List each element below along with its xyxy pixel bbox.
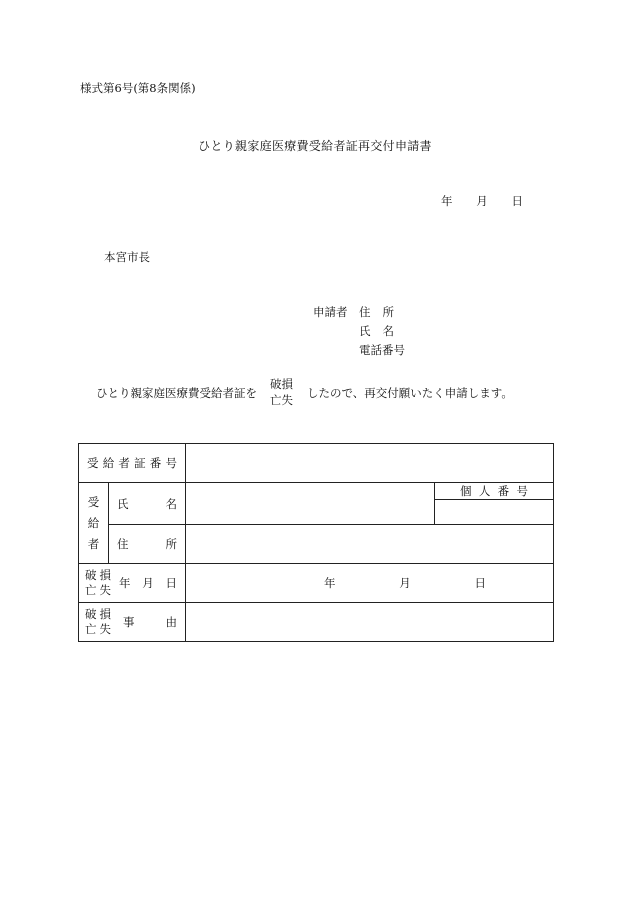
loss-date-field[interactable]	[186, 564, 554, 603]
applicant-address-label: 住 所	[359, 305, 394, 319]
address-label-cell: 住 所	[109, 525, 186, 564]
loss-date-month: 月	[399, 576, 411, 590]
date-label: 年 月 日	[119, 576, 177, 590]
statement-after: したので、再交付願いたく申請します。	[307, 386, 513, 400]
damage-loss-label: 破 損 亡 失	[85, 568, 111, 597]
date-day-label: 日	[511, 194, 523, 208]
date-year-label: 年	[441, 194, 453, 208]
date-line	[441, 193, 523, 209]
reason-field[interactable]	[186, 603, 554, 642]
option-damage: 破損	[270, 377, 293, 391]
document-title: ひとり親家庭医療費受給者証再交付申請書	[198, 139, 432, 153]
certificate-number-field[interactable]	[186, 444, 554, 483]
applicant-name-label: 氏 名	[359, 324, 394, 338]
damage-loss-label: 破 損 亡 失	[85, 607, 111, 636]
applicant-label: 申請者	[313, 305, 348, 319]
statement-before: ひとり親家庭医療費受給者証を	[96, 386, 257, 400]
certificate-number-label-cell: 受 給 者 証 番 号	[79, 444, 186, 483]
reason-label-cell	[79, 603, 186, 642]
personal-number-field[interactable]	[435, 500, 554, 525]
loss-date-year: 年	[324, 576, 336, 590]
applicant-phone-label: 電話番号	[359, 343, 405, 357]
recipient-address-field[interactable]	[186, 525, 554, 564]
date-month-label: 月	[476, 194, 488, 208]
name-label-cell: 氏 名	[109, 483, 186, 525]
option-loss: 亡失	[270, 393, 293, 407]
application-table	[78, 443, 554, 642]
loss-date-day: 日	[474, 576, 486, 590]
addressee: 本宮市長	[104, 250, 150, 264]
loss-date-label-cell	[79, 564, 186, 603]
personal-number-label-cell: 個 人 番 号	[435, 483, 554, 500]
recipient-name-field[interactable]	[186, 483, 435, 525]
form-number: 様式第6号(第8条関係)	[80, 81, 196, 95]
statement-options	[270, 376, 293, 408]
recipient-label-cell: 受 給 者	[79, 483, 109, 564]
reason-label: 事 由	[123, 615, 177, 629]
